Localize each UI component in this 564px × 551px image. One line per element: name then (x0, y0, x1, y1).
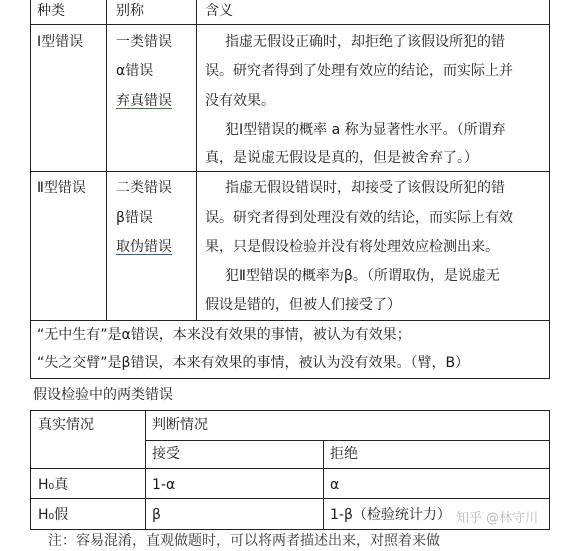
type2-meaning-line-4: 犯Ⅱ型错误的概率为β。（所谓取伪，是说虚无 (225, 268, 500, 284)
table2-col-judgment: 判断情况 (152, 417, 208, 433)
table2-sub-reject: 拒绝 (330, 446, 358, 462)
table1-row-divider (30, 171, 550, 172)
footer-note-partial: 注：容易混淆，直观做题时，可以将两者描述出来，对照着来做 (48, 533, 440, 549)
table1-col-divider-2 (196, 0, 197, 321)
table1-border-left (30, 0, 31, 379)
table2-border-left (30, 410, 31, 530)
header-alias: 别称 (116, 3, 144, 19)
type1-alias-3: 弃真错误 (116, 93, 172, 109)
table2-row1-accept: 1-α (152, 477, 176, 493)
table1-col-divider-1 (106, 0, 107, 321)
type1-name: Ⅰ型错误 (37, 34, 84, 50)
type1-meaning-line-3: 没有效果。 (205, 93, 275, 109)
table2-row2-label: H₀假 (38, 507, 69, 523)
section-title: 假设检验中的两类错误 (33, 387, 173, 403)
type2-name: Ⅱ型错误 (37, 180, 86, 196)
watermark: 知乎 @林守川 (452, 507, 542, 526)
type2-meaning-line-2: 误。研究者得到处理没有效的结论，而实际上有效 (205, 210, 513, 226)
table1-border-right (549, 0, 550, 379)
table2-bottom-border (30, 529, 550, 530)
type1-alias-2: α错误 (116, 63, 154, 79)
table2-top-border (30, 410, 550, 411)
header-type: 种类 (37, 3, 65, 19)
type1-alias-1: 一类错误 (116, 34, 172, 50)
table2-sub-accept: 接受 (152, 446, 180, 462)
table2-col-divider-1 (145, 410, 146, 530)
type2-alias-2: β错误 (116, 210, 153, 226)
type2-meaning-line-1: 指虚无假设错误时，却接受了该假设所犯的错 (225, 180, 505, 196)
table2-row1-reject: α (330, 477, 340, 493)
table2-subheader-divider (145, 440, 550, 441)
table1-header-divider (30, 24, 550, 25)
table2-row2-accept: β (152, 507, 161, 523)
type2-meaning-line-5: 假设是错的，但被人们接受了） (205, 297, 401, 313)
table2-row2-reject: 1-β（检验统计力） (330, 507, 451, 523)
table2-row1-label: H₀真 (38, 477, 69, 493)
table2-row-divider (30, 498, 550, 499)
type1-meaning-line-5: 真，是说虚无假设是真的，但是被舍弃了。） (205, 150, 478, 166)
type1-meaning-line-4: 犯Ⅰ型错误的概率 a 称为显著性水平。（所谓弃 (225, 122, 506, 138)
type2-alias-3: 取伪错误 (116, 239, 172, 255)
type1-meaning-line-1: 指虚无假设正确时，却拒绝了该假设所犯的错 (225, 34, 505, 50)
table2-header-bottom (30, 468, 550, 469)
table1-mnemonic-divider (30, 320, 550, 321)
header-meaning: 含义 (205, 3, 233, 19)
type2-alias-1: 二类错误 (116, 180, 172, 196)
table2-border-right (549, 410, 550, 530)
mnemonic-line-1: “无中生有”是α错误，本来没有效果的事情，被认为有效果； (37, 327, 411, 343)
type1-meaning-line-2: 误。研究者得到了处理有效应的结论，而实际上并 (205, 63, 513, 79)
table2-col-divider-2 (323, 440, 324, 530)
mnemonic-line-2: “失之交臂”是β错误，本来有效果的事情，被认为没有效果。（臂，B） (37, 355, 470, 371)
type2-meaning-line-3: 果，只是假设检验并没有将处理效应检测出来。 (205, 239, 499, 255)
table1-bottom-border (30, 378, 550, 379)
table2-col-true: 真实情况 (38, 417, 94, 433)
